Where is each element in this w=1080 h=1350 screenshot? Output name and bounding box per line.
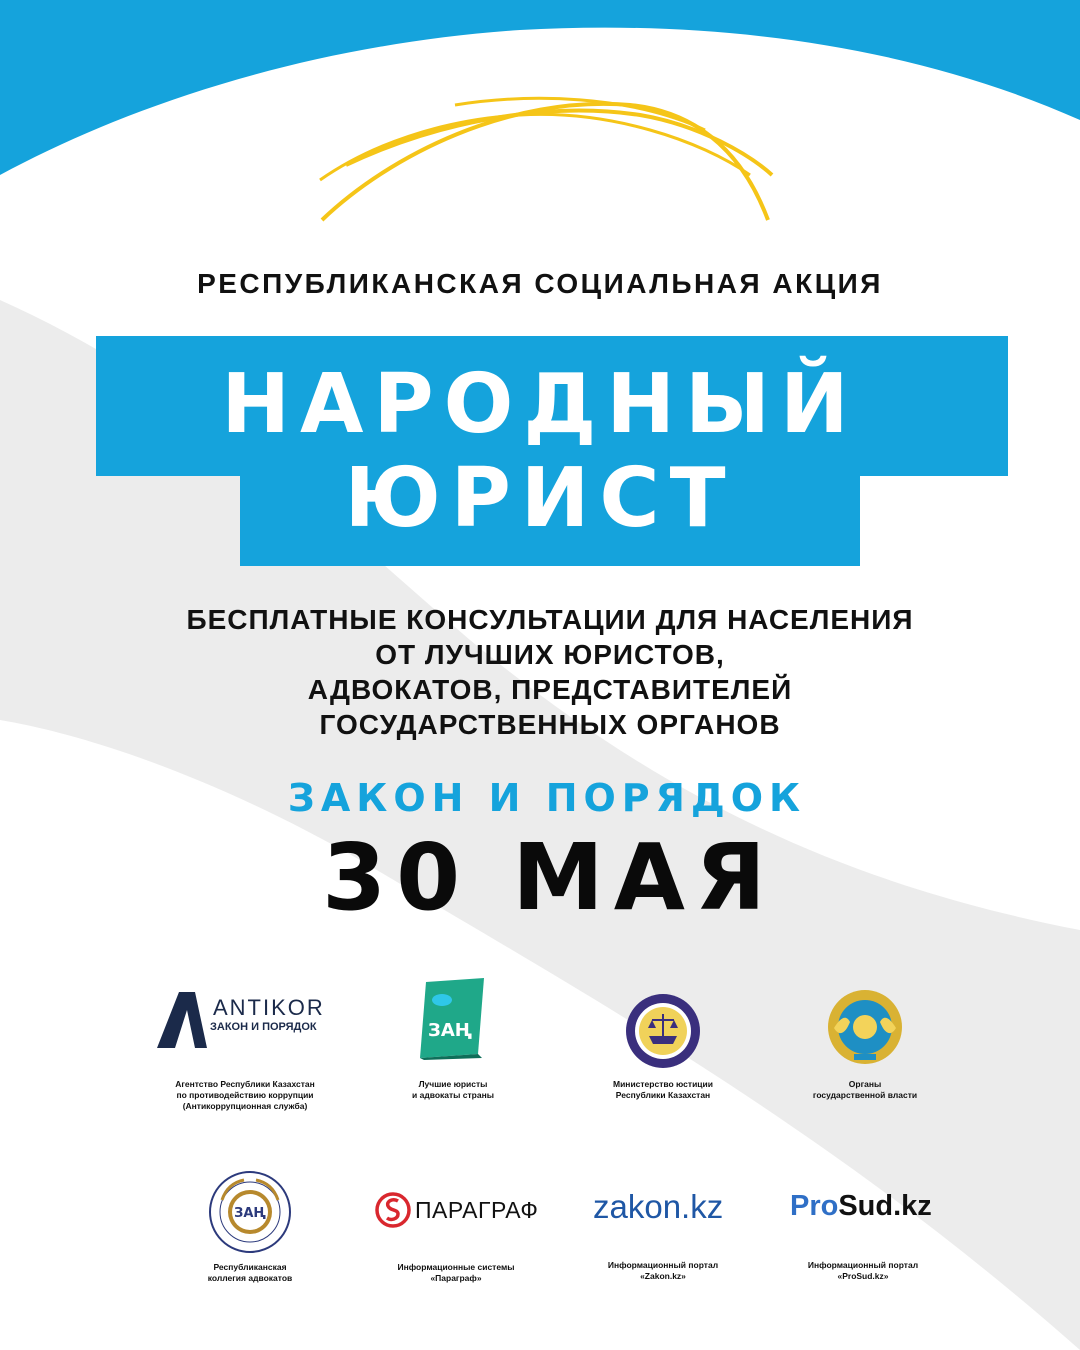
partner-caption-bar	[170, 1262, 330, 1284]
subtitle-line: ОТ ЛУЧШИХ ЮРИСТОВ,	[375, 639, 725, 670]
zakon-kz-wordmark: zakon.kz	[593, 1188, 724, 1225]
subtitle-line: БЕСПЛАТНЫЕ КОНСУЛЬТАЦИИ ДЛЯ НАСЕЛЕНИЯ	[186, 604, 914, 635]
partner-caption-state	[790, 1079, 940, 1101]
caption-line: «ProSud.kz»	[837, 1271, 889, 1281]
partner-caption-prosud	[788, 1260, 938, 1282]
event-date: 30 МАЯ	[322, 824, 776, 931]
partner-caption-zakon	[588, 1260, 738, 1282]
caption-line: Органы	[848, 1079, 882, 1089]
bar-emblem-text: ЗАҢ	[234, 1206, 266, 1221]
title-line-2: ЮРИСТ	[344, 451, 736, 546]
caption-line: Информационный портал	[607, 1260, 719, 1270]
title-line-1: НАРОДНЫЙ	[221, 357, 859, 452]
caption-line: (Антикоррупционная служба)	[182, 1101, 308, 1111]
antikor-subtitle: ЗАКОН И ПОРЯДОК	[210, 1021, 317, 1033]
paragraf-logo-icon	[375, 1192, 411, 1228]
prosud-kz-wordmark	[790, 1190, 932, 1223]
caption-line: «Параграф»	[430, 1273, 482, 1283]
ministry-justice-seal-icon	[624, 992, 702, 1070]
caption-line: по противодействию коррупции	[176, 1090, 314, 1100]
caption-line: «Zakon.kz»	[640, 1271, 686, 1281]
caption-line: государственной власти	[812, 1090, 918, 1100]
prosud-pro-part: Pro	[790, 1190, 839, 1222]
partner-caption-zan	[378, 1079, 528, 1101]
subtitle-line: ГОСУДАРСТВЕННЫХ ОРГАНОВ	[319, 709, 781, 740]
subtitle	[0, 602, 1080, 742]
zan-book-icon	[412, 978, 490, 1060]
subtitle-line: АДВОКАТОВ, ПРЕДСТАВИТЕЛЕЙ	[307, 674, 793, 705]
zan-book-text: ЗАҢ	[428, 1020, 472, 1041]
caption-line: Республики Казахстан	[615, 1090, 711, 1100]
caption-line: Министерство юстиции	[613, 1079, 713, 1089]
paragraf-wordmark: ПАРАГРАФ	[415, 1197, 539, 1223]
arc-emblem-icon	[310, 85, 780, 235]
tagline: ЗАКОН И ПОРЯДОК	[287, 776, 807, 820]
partner-caption-ministry	[588, 1079, 738, 1101]
prosud-rest-part: Sud.kz	[838, 1190, 932, 1222]
caption-line: Лучшие юристы	[418, 1079, 488, 1089]
partner-caption-antikor	[160, 1079, 330, 1112]
bar-association-emblem-icon	[204, 1170, 296, 1254]
caption-line: Информационные системы	[397, 1262, 515, 1272]
caption-line: и адвокаты страны	[412, 1090, 494, 1100]
caption-line: Республиканская	[213, 1262, 287, 1272]
caption-line: коллегия адвокатов	[207, 1273, 293, 1283]
state-emblem-icon	[826, 988, 904, 1066]
partner-caption-paragraf	[380, 1262, 532, 1284]
caption-line: Агентство Республики Казахстан	[175, 1079, 315, 1089]
caption-line: Информационный портал	[807, 1260, 919, 1270]
campaign-kicker: РЕСПУБЛИКАНСКАЯ СОЦИАЛЬНАЯ АКЦИЯ	[197, 268, 883, 299]
antikor-wordmark: ANTIKOR	[213, 995, 325, 1020]
